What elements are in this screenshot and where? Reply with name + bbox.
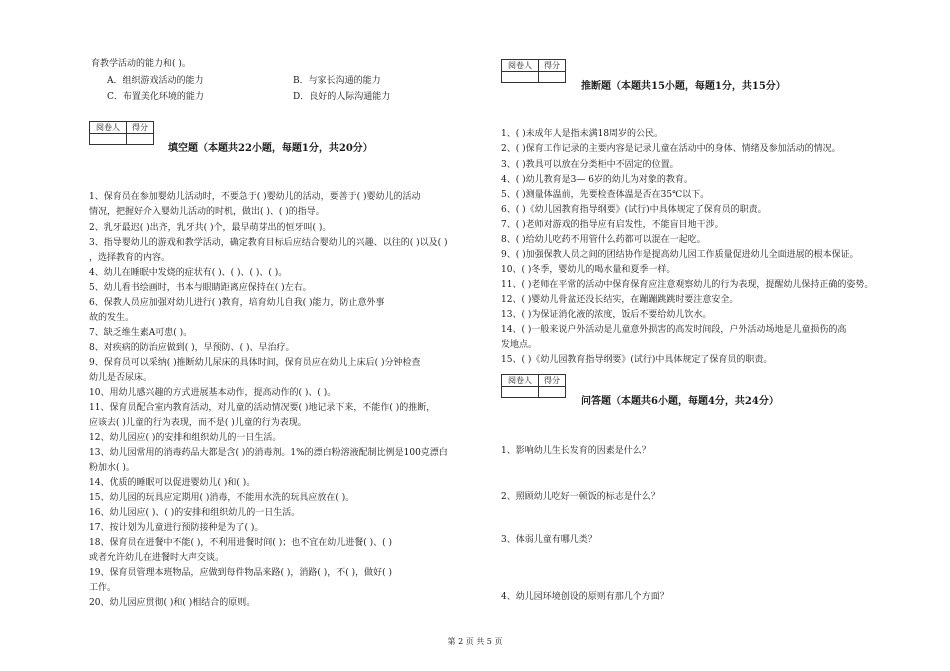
score-label: 得分: [539, 375, 566, 387]
fill-line: 14、优质的睡眠可以促进婴幼儿( )和( )。: [89, 478, 256, 488]
judge-line: 13、( )为保证消化液的浓度，饭后不要给幼儿饮水。: [501, 310, 712, 320]
fill-line: 18、保育员在进餐中不能( )，不利用进餐时间( )；也不宜在幼儿进餐( )、( ): [89, 538, 392, 548]
question-continuation: 育教学活动的能力和( )。: [91, 59, 191, 69]
fill-score-box: [89, 121, 154, 145]
option-c: C．布置美化环境的能力: [107, 92, 204, 102]
score-cell[interactable]: [127, 134, 154, 145]
fill-line: ，选择教育的内容。: [89, 253, 171, 263]
option-d: D．良好的人际沟通能力: [293, 92, 391, 102]
fill-line: 13、幼儿园常用的消毒药品大都是含( )的消毒剂。1%的漂白粉溶液配制比例是100克漂白: [89, 448, 448, 458]
judge-line: 8、( )给幼儿吃药不用管什么药都可以混在一起吃。: [501, 235, 706, 245]
judge-line: 15、( )《幼儿园教育指导纲要》(试行)中具体规定了保育员的职责。: [501, 355, 773, 365]
page-number: 第 2 页 共 5 页: [447, 637, 503, 646]
fill-line: 6、保教人员应加强对幼儿进行( )教育，培育幼儿自我( )能力，防止意外事: [89, 298, 385, 308]
judge-line: 3、( )教具可以放在分类柜中不固定的位置。: [501, 160, 679, 170]
fill-line: 4、幼儿在睡眠中发烧的症状有( )、( )、( )、( )。: [89, 268, 288, 278]
fill-line: 19、保育员管理本班物品，应做到每件物品来路( )，消路( )，不( )，做好( ): [89, 568, 392, 578]
judge-line: 5、( )测量体温前，先要检查体温是否在35℃以下。: [501, 190, 710, 200]
fill-line: 2、乳牙最迟( )出齐，乳牙共( )个，最早萌芽出的恒牙叫( )。: [89, 223, 332, 233]
fill-line: 5、幼儿看书绘画时，书本与眼睛距离应保持在( )左右。: [89, 283, 312, 293]
grader-label: 阅卷人: [90, 122, 127, 134]
judge-section-title: 推断题（本题共15小题，每题1分，共15分）: [581, 81, 786, 92]
fill-line: 7、缺乏维生素A可患( )。: [89, 328, 193, 338]
fill-line: 情况，把握好介入婴幼儿活动的时机，做出( )、( )的指导。: [89, 207, 325, 217]
fill-line: 工作。: [89, 583, 117, 593]
judge-line: 发地点。: [501, 340, 538, 350]
judge-line: 10、( )冬季，婴幼儿的喝水量和夏季一样。: [501, 265, 676, 275]
fill-line: 15、幼儿园的玩具应定期用( )消毒，不能用水洗的玩具应放在( )。: [89, 493, 355, 503]
fill-line: 粉加水( )。: [89, 463, 135, 473]
judge-score-box: [501, 59, 566, 83]
score-label: 得分: [127, 122, 154, 134]
fill-line: 20、幼儿园应贯彻( )和( )相结合的原则。: [89, 598, 256, 608]
fill-line: 3、指导婴幼儿的游戏和教学活动，确定教育目标后应结合婴幼儿的兴趣、以往的( )以及( ): [89, 238, 448, 248]
fill-line: 应该去( )儿童的行为表现，而不是( )儿童的行为表现。: [89, 418, 307, 428]
qa-item: 3、体弱儿童有哪几类？: [501, 535, 597, 545]
fill-section-title: 填空题（本题共22小题，每题1分，共20分）: [168, 143, 373, 154]
judge-line: 11、( )老师在平常的活动中保育保育应注意观察幼儿的行为表现，提醒幼儿保持正确的姿势。: [501, 280, 874, 290]
grader-cell[interactable]: [90, 134, 127, 145]
qa-item: 2、照顾幼儿吃好一顿饭的标志是什么？: [501, 492, 660, 502]
grader-cell[interactable]: [502, 387, 539, 398]
qa-score-box: [501, 374, 566, 398]
score-cell[interactable]: [539, 387, 566, 398]
fill-line: 17、按计划为儿童进行预防接种是为了( )。: [89, 523, 264, 533]
fill-line: 12、幼儿园应( )的安排和组织幼儿的一日生活。: [89, 433, 282, 443]
grader-cell[interactable]: [502, 72, 539, 83]
fill-line: 16、幼儿园应( )、( )的安排和组织幼儿的一日生活。: [89, 508, 301, 518]
judge-line: 7、( )老师对游戏的指导应有启发性，不能盲目地干涉。: [501, 220, 724, 230]
fill-line: 或者允许幼儿在进餐时大声交谈。: [89, 553, 225, 563]
option-b: B．与家长沟通的能力: [293, 76, 381, 86]
qa-section-title: 问答题（本题共6小题，每题4分，共24分）: [581, 396, 779, 407]
judge-line: 4、( )幼儿教育是3— 6岁的幼儿为对象的教育。: [501, 175, 693, 185]
fill-line: 8、对疾病的防治应做到( )，早预防、( )、早治疗。: [89, 343, 295, 353]
judge-line: 9、( )加强保教人员之间的团结协作是提高幼儿园工作质量促进幼儿全面进展的根本保证。: [501, 250, 859, 260]
judge-line: 12、( )婴幼儿骨盆还没长结实，在蹦蹦跳跳时要注意安全。: [501, 295, 739, 305]
judge-line: 1、( )未成年人是指未满18周岁的公民。: [501, 129, 664, 139]
qa-item: 1、影响幼儿生长发育的因素是什么？: [501, 446, 651, 456]
fill-line: 故的发生。: [89, 313, 135, 323]
fill-line: 10、用幼儿感兴趣的方式进展基本动作，提高动作的( )、( )。: [89, 388, 337, 398]
score-label: 得分: [539, 60, 566, 72]
option-a: A．组织游戏活动的能力: [107, 76, 204, 86]
judge-line: 14、( )一般来说户外活动是儿童意外损害的高发时间段，户外活动场地是儿童损伤的高: [501, 325, 847, 335]
fill-line: 9、保育员可以采纳( )推断幼儿尿床的具体时间，保育员应在幼儿上床后( )分钟检查: [89, 358, 421, 368]
fill-line: 11、保育员配合室内教育活动，对儿童的活动情况要( )地记录下来，不能作( )的推断，: [89, 403, 436, 413]
fill-line: 幼儿是否尿床。: [89, 373, 153, 383]
grader-label: 阅卷人: [502, 375, 539, 387]
grader-label: 阅卷人: [502, 60, 539, 72]
judge-line: 6、( )《幼儿园教育指导纲要》(试行)中具体规定了保育员的职责。: [501, 205, 767, 215]
qa-item: 4、幼儿园环境创设的原则有那几个方面？: [501, 592, 669, 602]
judge-line: 2、( )保育工作记录的主要内容是记录儿童在活动中的身体、情绪及参加活动的情况。: [501, 144, 841, 154]
fill-line: 1、保育员在参加婴幼儿活动时，不要急于( )婴幼儿的活动，要善于( )婴幼儿的活动: [89, 192, 421, 202]
score-cell[interactable]: [539, 72, 566, 83]
